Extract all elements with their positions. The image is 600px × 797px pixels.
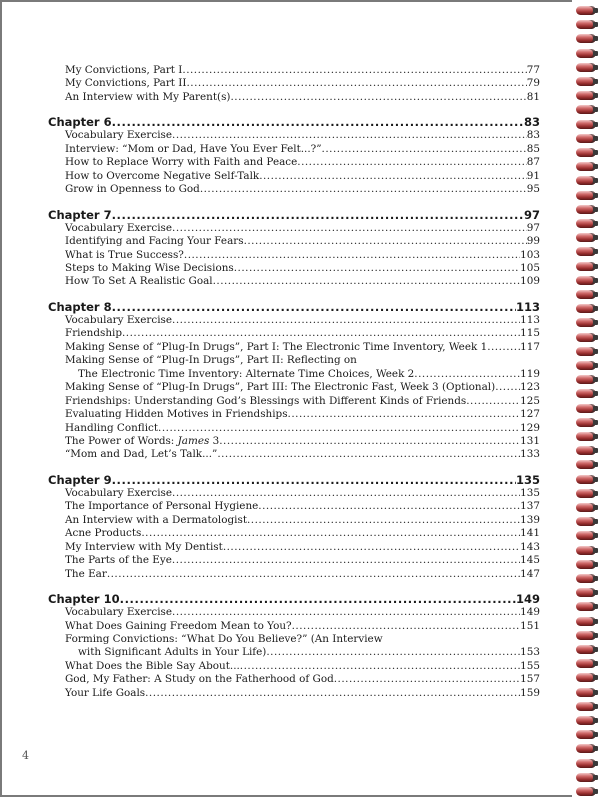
dot-leader (213, 275, 521, 288)
chapter-label: Chapter 10 (48, 592, 120, 607)
dot-leader (172, 606, 520, 619)
dot-leader (288, 408, 521, 421)
toc-entry-page-number: 83 (526, 129, 540, 142)
toc-section (48, 64, 540, 104)
toc-entry-title: The Ear (65, 567, 107, 580)
toc-entry-title-part: 3 (209, 434, 220, 447)
binding-ring (576, 134, 596, 143)
toc-entry-title: My Interview with My Dentist (65, 540, 223, 553)
binding-ring (576, 262, 596, 271)
toc-entry-title: Handling Conflict (65, 421, 159, 434)
toc-entry-title: “Mom and Dad, Let’s Talk...” (65, 448, 218, 461)
binding-ring (576, 191, 596, 200)
chapter-heading (48, 300, 540, 314)
binding-ring (576, 503, 596, 512)
toc-entry-page-number: 153 (520, 646, 540, 659)
toc-entry (48, 568, 540, 581)
dot-leader (158, 422, 520, 435)
chapter-label: Chapter 9 (48, 472, 112, 487)
binding-ring (576, 702, 596, 711)
dot-leader (240, 660, 520, 673)
binding-ring (576, 105, 596, 114)
dot-leader (217, 448, 520, 461)
toc-entry-page-number: 129 (520, 421, 540, 434)
toc-entry (48, 620, 540, 633)
toc-section (48, 208, 540, 289)
dot-leader (184, 249, 520, 262)
toc-entry-title: Evaluating Hidden Motives in Friendships (65, 408, 288, 421)
chapter-label: Chapter 7 (48, 207, 112, 222)
dot-leader (223, 541, 520, 554)
toc-entry (48, 235, 540, 248)
chapter-label: Chapter 8 (48, 299, 112, 314)
toc-entry-title: What Does Gaining Freedom Mean to You? (65, 619, 292, 632)
toc-entry-title: Making Sense of “Plug-In Drugs”, Part III: The Electronic Fast, Week 3 (Optional) (65, 381, 496, 394)
binding-ring (576, 560, 596, 569)
toc-entry-page-number: 143 (520, 540, 540, 553)
binding-ring (576, 659, 596, 668)
toc-entry-page-number: 155 (520, 659, 540, 672)
chapter-heading (48, 592, 540, 606)
dot-leader (145, 687, 520, 700)
dot-leader (112, 300, 516, 314)
binding-ring (576, 418, 596, 427)
toc-entry (48, 514, 540, 527)
toc-entry-page-number: 151 (520, 619, 540, 632)
toc-entry-title: Steps to Making Wise Decisions (65, 261, 234, 274)
toc-entry-page-number: 81 (526, 90, 540, 103)
toc-entry-page-number: 119 (520, 367, 540, 380)
toc-entry-title: Making Sense of “Plug-In Drugs”, Part II: Reflecting on (65, 354, 357, 367)
binding-ring (576, 475, 596, 484)
toc-entry-title: Vocabulary Exercise (65, 486, 173, 499)
chapter-heading (48, 208, 540, 222)
dot-leader (172, 129, 527, 142)
dot-leader (414, 368, 520, 381)
dot-leader (258, 500, 520, 513)
toc-entry-page-number: 157 (520, 673, 540, 686)
toc-entry-title: My Convictions, Part II (65, 77, 187, 90)
dot-leader (244, 235, 527, 248)
toc-entry-title: Friendships: Understanding God’s Blessings with Different Kinds of Friends (65, 394, 467, 407)
binding-ring (576, 375, 596, 384)
chapter-page-number: 97 (523, 207, 540, 222)
toc-entry (48, 341, 540, 354)
toc-entry-title: with Significant Adults in Your Life) (78, 646, 267, 659)
toc-entry (48, 183, 540, 196)
toc-entry (48, 354, 540, 367)
binding-ring (576, 276, 596, 285)
page-number: 4 (22, 749, 29, 762)
binding-ring (576, 176, 596, 185)
dot-leader (259, 170, 527, 183)
toc-entry (48, 541, 540, 554)
toc-entry-title: How To Set A Realistic Goal (65, 275, 213, 288)
toc-entry (48, 381, 540, 394)
toc-entry-page-number: 79 (526, 77, 540, 90)
toc-entry (48, 262, 540, 275)
chapter-page-number: 113 (515, 299, 540, 314)
toc-entry-page-number: 145 (520, 554, 540, 567)
toc-entry-title: Vocabulary Exercise (65, 606, 173, 619)
toc-entry-title: What is True Success? (65, 248, 184, 261)
binding-ring (576, 446, 596, 455)
binding-ring (576, 219, 596, 228)
toc-entry-page-number: 159 (520, 686, 540, 699)
toc-entry-title (65, 435, 219, 448)
toc-entry (48, 435, 540, 448)
toc-entry (48, 408, 540, 421)
toc-entry-page-number: 127 (520, 408, 540, 421)
dot-leader (230, 91, 526, 104)
toc-entry (48, 368, 540, 381)
binding-ring (576, 574, 596, 583)
binding-ring (576, 773, 596, 782)
binding-ring (576, 290, 596, 299)
dot-leader (112, 115, 524, 129)
binding-ring (576, 645, 596, 654)
binding-ring (576, 49, 596, 58)
binding-ring (576, 20, 596, 29)
dot-leader (112, 208, 524, 222)
toc-entry-page-number: 85 (526, 142, 540, 155)
toc-entry (48, 487, 540, 500)
toc-entry-page-number: 139 (520, 513, 540, 526)
dot-leader (466, 395, 520, 408)
binding-ring (576, 688, 596, 697)
binding-ring (576, 247, 596, 256)
toc-entry-title: An Interview with a Dermatologist (65, 513, 247, 526)
binding-ring (576, 631, 596, 640)
binding-ring (576, 588, 596, 597)
toc-entry-page-number: 141 (520, 527, 540, 540)
binding-ring (576, 389, 596, 398)
binding-ring (576, 602, 596, 611)
toc-entry (48, 687, 540, 700)
dot-leader (172, 554, 520, 567)
dot-leader (266, 646, 520, 659)
dot-leader (495, 381, 520, 394)
toc-entry-page-number: 147 (520, 567, 540, 580)
binding-ring (576, 617, 596, 626)
toc-entry-title: Grow in Openness to God (65, 183, 200, 196)
toc-entry (48, 500, 540, 513)
toc-entry (48, 633, 540, 646)
toc-entry-page-number: 105 (520, 261, 540, 274)
binding-ring (576, 744, 596, 753)
binding-ring (576, 759, 596, 768)
binding-ring (576, 361, 596, 370)
toc-entry-page-number: 87 (526, 156, 540, 169)
toc-entry (48, 91, 540, 104)
toc-entry (48, 64, 540, 77)
dot-leader (487, 341, 520, 354)
toc-entry-page-number: 131 (520, 434, 540, 447)
toc-entry-title: What Does the Bible Say About... (65, 659, 240, 672)
toc-entry-title: Vocabulary Exercise (65, 313, 173, 326)
toc-entry-page-number: 125 (520, 394, 540, 407)
toc-entry-title: The Importance of Personal Hygiene (65, 500, 259, 513)
chapter-page-number: 149 (515, 592, 540, 607)
toc-entry-title: Vocabulary Exercise (65, 221, 173, 234)
toc-entry-page-number: 149 (520, 606, 540, 619)
dot-leader (112, 473, 516, 487)
chapter-label: Chapter 6 (48, 115, 112, 130)
toc-entry (48, 673, 540, 686)
binding-ring (576, 716, 596, 725)
toc-section (48, 473, 540, 581)
binding-ring (576, 162, 596, 171)
toc-entry-title: Making Sense of “Plug-In Drugs”, Part I: The Electronic Time Inventory, Week 1 (65, 340, 488, 353)
toc-entry-title: The Electronic Time Inventory: Alternate Time Choices, Week 2 (78, 367, 415, 380)
toc-entry (48, 129, 540, 142)
toc-entry-page-number: 113 (520, 313, 540, 326)
toc-entry-title-italic: James (177, 434, 210, 447)
binding-ring (576, 120, 596, 129)
toc-entry-title-part: The Power of Words: (65, 434, 178, 447)
spiral-binding (572, 0, 600, 797)
toc-entry (48, 77, 540, 90)
toc-entry (48, 554, 540, 567)
binding-ring (576, 787, 596, 796)
toc-section (48, 115, 540, 196)
binding-ring (576, 333, 596, 342)
toc-entry-page-number: 77 (526, 64, 540, 76)
toc-entry (48, 527, 540, 540)
dot-leader (172, 314, 520, 327)
dot-leader (247, 514, 520, 527)
toc-entry (48, 327, 540, 340)
toc-entry-page-number: 133 (520, 448, 540, 461)
binding-ring (576, 404, 596, 413)
binding-ring (576, 460, 596, 469)
binding-ring (576, 304, 596, 313)
toc-entry-title: Identifying and Facing Your Fears (65, 235, 244, 248)
binding-ring (576, 63, 596, 72)
chapter-heading (48, 473, 540, 487)
toc-section (48, 300, 540, 462)
toc-entry-title: Friendship (65, 327, 122, 340)
binding-ring (576, 233, 596, 242)
toc-entry (48, 156, 540, 169)
binding-ring (576, 91, 596, 100)
table-of-contents (48, 64, 540, 700)
binding-ring (576, 730, 596, 739)
dot-leader (120, 592, 516, 606)
dot-leader (172, 222, 527, 235)
dot-leader (234, 262, 520, 275)
chapter-page-number: 135 (515, 472, 540, 487)
toc-entry (48, 314, 540, 327)
dot-leader (182, 64, 526, 77)
toc-entry-page-number: 123 (520, 381, 540, 394)
toc-entry-page-number: 137 (520, 500, 540, 513)
toc-entry-page-number: 117 (520, 340, 540, 353)
toc-entry-title: How to Replace Worry with Faith and Peace (65, 156, 298, 169)
toc-entry-title: Forming Convictions: “What Do You Believe?” (An Interview (65, 632, 383, 645)
dot-leader (297, 156, 527, 169)
binding-ring (576, 432, 596, 441)
page-border-top (0, 0, 572, 2)
dot-leader (334, 673, 520, 686)
binding-ring (576, 148, 596, 157)
toc-entry (48, 660, 540, 673)
toc-entry-title: How to Overcome Negative Self-Talk (65, 169, 260, 182)
toc-entry-title: Vocabulary Exercise (65, 129, 173, 142)
toc-entry-title: An Interview with My Parent(s) (65, 90, 231, 103)
chapter-page-number: 83 (523, 115, 540, 130)
dot-leader (219, 435, 520, 448)
dot-leader (107, 568, 520, 581)
dot-leader (141, 527, 520, 540)
toc-entry-page-number: 103 (520, 248, 540, 261)
binding-ring (576, 6, 596, 15)
toc-entry-page-number: 97 (526, 221, 540, 234)
toc-entry-title: My Convictions, Part I (65, 64, 183, 76)
toc-entry-page-number: 91 (526, 169, 540, 182)
dot-leader (122, 327, 520, 340)
toc-entry-page-number: 135 (520, 486, 540, 499)
dot-leader (200, 183, 527, 196)
binding-ring (576, 34, 596, 43)
chapter-heading (48, 115, 540, 129)
toc-entry-page-number: 115 (520, 327, 540, 340)
dot-leader (322, 143, 527, 156)
toc-entry-page-number: 109 (520, 275, 540, 288)
binding-ring (576, 546, 596, 555)
toc-entry-title: Interview: “Mom or Dad, Have You Ever Felt...?” (65, 142, 322, 155)
toc-entry (48, 422, 540, 435)
binding-ring (576, 205, 596, 214)
binding-ring (576, 531, 596, 540)
toc-entry-title: Acne Products (65, 527, 142, 540)
binding-ring (576, 673, 596, 682)
toc-entry-title: The Parts of the Eye (65, 554, 172, 567)
toc-section (48, 592, 540, 700)
toc-entry (48, 222, 540, 235)
toc-entry (48, 606, 540, 619)
binding-ring (576, 318, 596, 327)
toc-entry-page-number: 95 (526, 183, 540, 196)
dot-leader (186, 77, 526, 90)
toc-entry-title: Your Life Goals (65, 686, 146, 699)
binding-ring (576, 517, 596, 526)
binding-ring (576, 489, 596, 498)
toc-entry (48, 646, 540, 659)
toc-entry (48, 249, 540, 262)
toc-entry-page-number: 99 (526, 235, 540, 248)
binding-ring (576, 77, 596, 86)
toc-entry-title: God, My Father: A Study on the Fatherhood of God (65, 673, 334, 686)
dot-leader (172, 487, 520, 500)
toc-entry (48, 143, 540, 156)
dot-leader (292, 620, 521, 633)
toc-entry (48, 170, 540, 183)
binding-ring (576, 347, 596, 356)
toc-entry (48, 448, 540, 461)
toc-entry (48, 275, 540, 288)
page-border-left (0, 0, 2, 797)
toc-entry (48, 395, 540, 408)
